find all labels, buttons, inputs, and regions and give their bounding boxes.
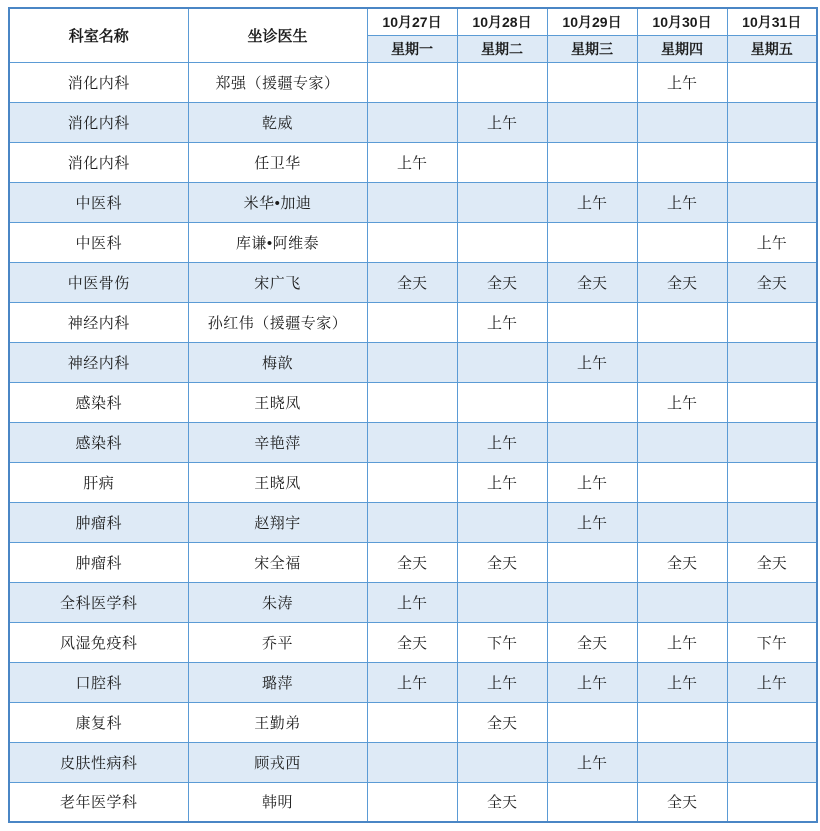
table-row bbox=[9, 262, 817, 302]
schedule-shift-cell: 上午 bbox=[727, 222, 817, 262]
schedule-shift-cell bbox=[547, 582, 637, 622]
table-row bbox=[9, 342, 817, 382]
schedule-shift-cell bbox=[367, 782, 457, 822]
doctor-cell: 米华•加迪 bbox=[188, 182, 367, 222]
doctor-cell: 孙红伟（援疆专家） bbox=[188, 302, 367, 342]
schedule-shift-cell: 全天 bbox=[457, 702, 547, 742]
schedule-shift-cell: 上午 bbox=[637, 182, 727, 222]
doctor-cell: 乔平 bbox=[188, 622, 367, 662]
schedule-shift-cell bbox=[637, 142, 727, 182]
schedule-shift-cell bbox=[367, 102, 457, 142]
schedule-shift-cell: 全天 bbox=[457, 542, 547, 582]
schedule-shift-cell: 全天 bbox=[457, 262, 547, 302]
department-cell: 中医科 bbox=[9, 182, 188, 222]
schedule-shift-cell: 上午 bbox=[547, 182, 637, 222]
department-cell: 神经内科 bbox=[9, 342, 188, 382]
doctor-cell: 梅歆 bbox=[188, 342, 367, 382]
doctor-cell: 郑强（援疆专家） bbox=[188, 62, 367, 102]
schedule-shift-cell: 上午 bbox=[547, 502, 637, 542]
schedule-shift-cell bbox=[727, 342, 817, 382]
schedule-shift-cell bbox=[457, 582, 547, 622]
schedule-shift-cell bbox=[547, 542, 637, 582]
doctor-schedule-table bbox=[8, 7, 818, 823]
schedule-shift-cell: 全天 bbox=[637, 262, 727, 302]
department-cell: 肿瘤科 bbox=[9, 542, 188, 582]
date-header-thu: 10月30日 bbox=[637, 8, 727, 35]
doctor-cell: 辛艳萍 bbox=[188, 422, 367, 462]
schedule-shift-cell: 上午 bbox=[367, 582, 457, 622]
table-row bbox=[9, 582, 817, 622]
schedule-shift-cell bbox=[637, 342, 727, 382]
schedule-shift-cell bbox=[367, 342, 457, 382]
schedule-shift-cell bbox=[367, 422, 457, 462]
department-cell: 皮肤性病科 bbox=[9, 742, 188, 782]
schedule-shift-cell bbox=[727, 782, 817, 822]
schedule-shift-cell bbox=[367, 62, 457, 102]
schedule-shift-cell bbox=[637, 422, 727, 462]
date-header-tue: 10月28日 bbox=[457, 8, 547, 35]
schedule-shift-cell: 全天 bbox=[547, 262, 637, 302]
doctor-cell: 宋全福 bbox=[188, 542, 367, 582]
table-row bbox=[9, 182, 817, 222]
table-row bbox=[9, 542, 817, 582]
weekday-header-fri: 星期五 bbox=[727, 35, 817, 62]
schedule-shift-cell bbox=[727, 502, 817, 542]
schedule-shift-cell bbox=[727, 302, 817, 342]
doctor-schedule-table-container bbox=[8, 7, 818, 823]
department-cell: 康复科 bbox=[9, 702, 188, 742]
header-date-row bbox=[9, 8, 817, 35]
schedule-shift-cell bbox=[547, 142, 637, 182]
schedule-shift-cell bbox=[637, 582, 727, 622]
department-cell: 中医骨伤 bbox=[9, 262, 188, 302]
department-cell: 老年医学科 bbox=[9, 782, 188, 822]
schedule-shift-cell bbox=[637, 102, 727, 142]
schedule-shift-cell: 上午 bbox=[457, 662, 547, 702]
schedule-shift-cell: 上午 bbox=[637, 622, 727, 662]
schedule-shift-cell: 上午 bbox=[547, 662, 637, 702]
schedule-shift-cell: 上午 bbox=[637, 382, 727, 422]
table-row bbox=[9, 462, 817, 502]
schedule-shift-cell: 全天 bbox=[637, 782, 727, 822]
department-cell: 感染科 bbox=[9, 382, 188, 422]
schedule-shift-cell bbox=[547, 422, 637, 462]
date-header-wed: 10月29日 bbox=[547, 8, 637, 35]
schedule-shift-cell: 全天 bbox=[727, 542, 817, 582]
schedule-shift-cell: 上午 bbox=[727, 662, 817, 702]
schedule-shift-cell bbox=[547, 382, 637, 422]
department-cell: 全科医学科 bbox=[9, 582, 188, 622]
doctor-cell: 赵翔宇 bbox=[188, 502, 367, 542]
schedule-shift-cell bbox=[457, 182, 547, 222]
schedule-shift-cell bbox=[367, 462, 457, 502]
date-header-fri: 10月31日 bbox=[727, 8, 817, 35]
weekday-header-thu: 星期四 bbox=[637, 35, 727, 62]
schedule-shift-cell bbox=[457, 62, 547, 102]
date-header-mon: 10月27日 bbox=[367, 8, 457, 35]
table-row bbox=[9, 422, 817, 462]
schedule-shift-cell bbox=[637, 742, 727, 782]
doctor-cell: 顾戎西 bbox=[188, 742, 367, 782]
department-cell: 消化内科 bbox=[9, 142, 188, 182]
schedule-shift-cell bbox=[727, 62, 817, 102]
schedule-table-header bbox=[9, 8, 817, 62]
schedule-shift-cell bbox=[727, 102, 817, 142]
weekday-header-mon: 星期一 bbox=[367, 35, 457, 62]
schedule-shift-cell: 全天 bbox=[457, 782, 547, 822]
schedule-shift-cell: 全天 bbox=[637, 542, 727, 582]
department-cell: 肿瘤科 bbox=[9, 502, 188, 542]
schedule-shift-cell bbox=[637, 302, 727, 342]
schedule-shift-cell bbox=[637, 462, 727, 502]
department-cell: 中医科 bbox=[9, 222, 188, 262]
schedule-shift-cell bbox=[457, 142, 547, 182]
schedule-shift-cell bbox=[547, 62, 637, 102]
schedule-shift-cell: 全天 bbox=[547, 622, 637, 662]
schedule-shift-cell: 上午 bbox=[457, 462, 547, 502]
schedule-shift-cell bbox=[367, 502, 457, 542]
doctor-cell: 乾威 bbox=[188, 102, 367, 142]
schedule-shift-cell bbox=[727, 582, 817, 622]
schedule-shift-cell bbox=[637, 222, 727, 262]
schedule-shift-cell bbox=[457, 342, 547, 382]
table-row bbox=[9, 622, 817, 662]
department-cell: 神经内科 bbox=[9, 302, 188, 342]
schedule-shift-cell bbox=[727, 742, 817, 782]
table-row bbox=[9, 142, 817, 182]
schedule-shift-cell bbox=[727, 422, 817, 462]
table-row bbox=[9, 502, 817, 542]
doctor-cell: 王晓凤 bbox=[188, 382, 367, 422]
weekday-header-wed: 星期三 bbox=[547, 35, 637, 62]
schedule-shift-cell: 上午 bbox=[547, 342, 637, 382]
schedule-shift-cell bbox=[547, 782, 637, 822]
table-row bbox=[9, 382, 817, 422]
schedule-shift-cell: 全天 bbox=[367, 262, 457, 302]
doctor-cell: 璐萍 bbox=[188, 662, 367, 702]
table-row bbox=[9, 102, 817, 142]
schedule-shift-cell bbox=[637, 502, 727, 542]
department-column-header: 科室名称 bbox=[9, 8, 188, 62]
schedule-shift-cell: 上午 bbox=[367, 142, 457, 182]
schedule-shift-cell bbox=[727, 142, 817, 182]
schedule-shift-cell: 全天 bbox=[727, 262, 817, 302]
schedule-shift-cell: 上午 bbox=[637, 662, 727, 702]
schedule-shift-cell bbox=[547, 702, 637, 742]
doctor-cell: 库谦•阿维泰 bbox=[188, 222, 367, 262]
schedule-shift-cell: 全天 bbox=[367, 542, 457, 582]
schedule-shift-cell bbox=[457, 742, 547, 782]
schedule-shift-cell: 上午 bbox=[547, 742, 637, 782]
schedule-shift-cell bbox=[367, 742, 457, 782]
doctor-column-header: 坐诊医生 bbox=[188, 8, 367, 62]
schedule-shift-cell bbox=[727, 182, 817, 222]
schedule-shift-cell bbox=[367, 702, 457, 742]
table-row bbox=[9, 742, 817, 782]
weekday-header-tue: 星期二 bbox=[457, 35, 547, 62]
schedule-shift-cell bbox=[367, 382, 457, 422]
schedule-shift-cell bbox=[547, 302, 637, 342]
doctor-cell: 宋广飞 bbox=[188, 262, 367, 302]
department-cell: 感染科 bbox=[9, 422, 188, 462]
department-cell: 风湿免疫科 bbox=[9, 622, 188, 662]
doctor-cell: 王勤弟 bbox=[188, 702, 367, 742]
department-cell: 口腔科 bbox=[9, 662, 188, 702]
doctor-cell: 任卫华 bbox=[188, 142, 367, 182]
schedule-shift-cell bbox=[727, 382, 817, 422]
table-row bbox=[9, 302, 817, 342]
schedule-shift-cell: 上午 bbox=[457, 302, 547, 342]
schedule-shift-cell bbox=[457, 222, 547, 262]
table-row bbox=[9, 62, 817, 102]
doctor-cell: 韩明 bbox=[188, 782, 367, 822]
schedule-shift-cell: 上午 bbox=[547, 462, 637, 502]
schedule-shift-cell: 上午 bbox=[457, 102, 547, 142]
department-cell: 肝病 bbox=[9, 462, 188, 502]
schedule-shift-cell: 上午 bbox=[637, 62, 727, 102]
schedule-shift-cell: 上午 bbox=[457, 422, 547, 462]
schedule-shift-cell: 上午 bbox=[367, 662, 457, 702]
schedule-shift-cell bbox=[727, 702, 817, 742]
doctor-cell: 朱涛 bbox=[188, 582, 367, 622]
department-cell: 消化内科 bbox=[9, 102, 188, 142]
department-cell: 消化内科 bbox=[9, 62, 188, 102]
doctor-cell: 王晓凤 bbox=[188, 462, 367, 502]
table-row bbox=[9, 782, 817, 822]
table-row bbox=[9, 222, 817, 262]
schedule-shift-cell bbox=[367, 302, 457, 342]
schedule-shift-cell bbox=[457, 502, 547, 542]
schedule-shift-cell bbox=[547, 102, 637, 142]
schedule-shift-cell: 下午 bbox=[457, 622, 547, 662]
table-row bbox=[9, 702, 817, 742]
schedule-shift-cell bbox=[547, 222, 637, 262]
table-row bbox=[9, 662, 817, 702]
schedule-shift-cell bbox=[637, 702, 727, 742]
schedule-table-body bbox=[9, 62, 817, 822]
schedule-shift-cell: 下午 bbox=[727, 622, 817, 662]
schedule-shift-cell bbox=[367, 182, 457, 222]
schedule-shift-cell: 全天 bbox=[367, 622, 457, 662]
schedule-shift-cell bbox=[457, 382, 547, 422]
schedule-shift-cell bbox=[727, 462, 817, 502]
schedule-shift-cell bbox=[367, 222, 457, 262]
